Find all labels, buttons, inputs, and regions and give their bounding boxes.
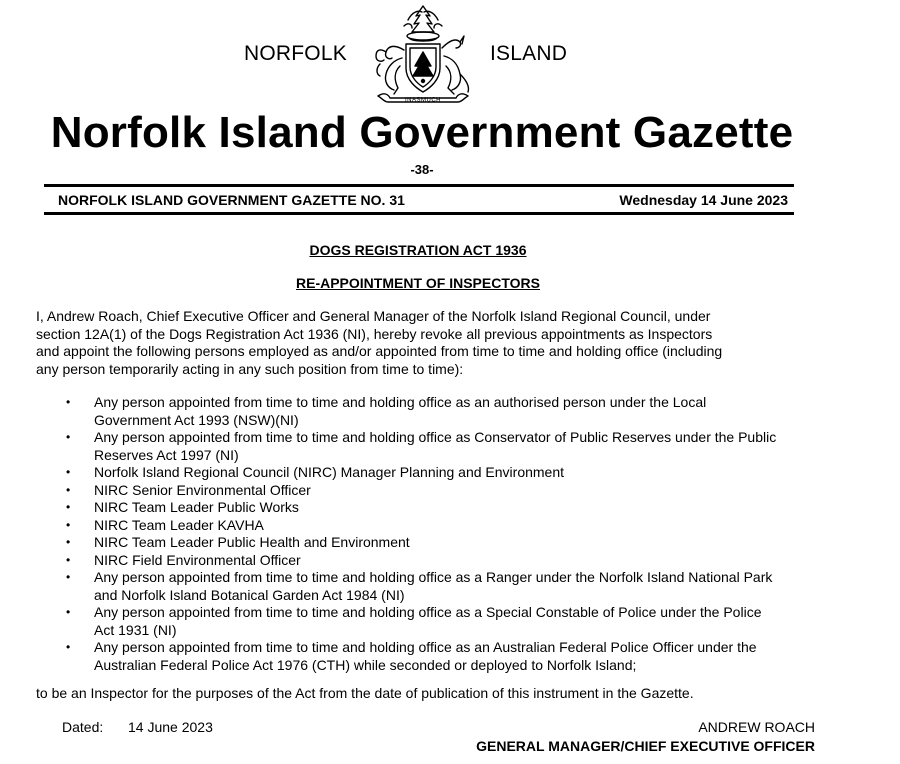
list-item-line: Any person appointed from time to time and holding office as a Special Constable of Police under the Police bbox=[94, 604, 762, 620]
list-item-line: NIRC Senior Environmental Officer bbox=[94, 481, 311, 498]
list-item bbox=[36, 394, 836, 429]
list-item bbox=[36, 639, 836, 674]
act-heading: DOGS REGISTRATION ACT 1936 bbox=[309, 242, 527, 258]
dated-value: 14 June 2023 bbox=[128, 719, 213, 735]
list-item bbox=[36, 569, 836, 604]
list-item-line: Act 1931 (NI) bbox=[94, 621, 177, 638]
coat-of-arms-icon bbox=[364, 2, 482, 108]
list-item bbox=[36, 482, 836, 500]
bullet-icon: • bbox=[66, 570, 71, 584]
list-item bbox=[36, 429, 836, 464]
bullet-icon: • bbox=[66, 535, 71, 549]
intro-paragraph bbox=[36, 308, 756, 378]
list-item-line: Any person appointed from time to time and holding office as a Ranger under the Norfolk Island National Park bbox=[94, 569, 773, 585]
list-item-line: NIRC Team Leader Public Health and Environment bbox=[94, 534, 410, 550]
header-rule-bottom bbox=[44, 212, 794, 215]
dated-label: Dated: bbox=[62, 719, 104, 735]
intro-line: any person temporarily acting in any such position from time to time): bbox=[36, 360, 464, 377]
list-item-line: Any person appointed from time to time and holding office as an Australian Federal Police Officer under the bbox=[94, 639, 757, 655]
bullet-icon: • bbox=[66, 517, 71, 532]
issue-date: Wednesday 14 June 2023 bbox=[619, 192, 788, 208]
list-item bbox=[36, 517, 836, 535]
list-item bbox=[36, 464, 836, 482]
list-item-line: Any person appointed from time to time and holding office as an authorised person under the Local bbox=[94, 394, 707, 410]
notice-subheading: RE-APPOINTMENT OF INSPECTORS bbox=[296, 275, 540, 291]
bullet-icon: • bbox=[66, 482, 71, 497]
list-item-line: Reserves Act 1997 (NI) bbox=[94, 446, 239, 463]
list-item-line: and Norfolk Island Botanical Garden Act 1984 (NI) bbox=[94, 586, 405, 603]
page-number: -38- bbox=[410, 162, 434, 177]
bullet-icon: • bbox=[66, 605, 71, 619]
bullet-icon: • bbox=[66, 552, 71, 567]
inspector-list bbox=[36, 394, 836, 674]
bullet-icon: • bbox=[66, 430, 71, 444]
list-item bbox=[36, 552, 836, 570]
masthead-word-left: NORFOLK bbox=[244, 42, 347, 65]
header-rule-top bbox=[44, 184, 794, 187]
intro-line: and appoint the following persons employed as and/or appointed from time to time and holding office (including bbox=[36, 343, 723, 359]
list-item-line: Australian Federal Police Act 1976 (CTH) while seconded or deployed to Norfolk Island; bbox=[94, 656, 637, 673]
gazette-title: Norfolk Island Government Gazette bbox=[50, 108, 794, 157]
intro-line: I, Andrew Roach, Chief Executive Officer and General Manager of the Norfolk Island Regional Council, under bbox=[36, 308, 711, 324]
list-item bbox=[36, 534, 836, 552]
masthead-word-right: ISLAND bbox=[490, 42, 568, 65]
closing-paragraph: to be an Inspector for the purposes of the Act from the date of publication of this instrument in the Gazette. bbox=[36, 685, 694, 701]
list-item-line: NIRC Field Environmental Officer bbox=[94, 551, 301, 568]
list-item bbox=[36, 604, 836, 639]
svg-text:INASMUCH: INASMUCH bbox=[404, 97, 442, 104]
signatory-title: GENERAL MANAGER/CHIEF EXECUTIVE OFFICER bbox=[476, 738, 815, 754]
bullet-icon: • bbox=[66, 500, 71, 514]
list-item bbox=[36, 499, 836, 517]
list-item-line: Government Act 1993 (NSW)(NI) bbox=[94, 411, 299, 428]
list-item-line: NIRC Team Leader Public Works bbox=[94, 499, 299, 515]
bullet-icon: • bbox=[66, 465, 71, 479]
intro-line: section 12A(1) of the Dogs Registration Act 1936 (NI), hereby revoke all previous appointments as Inspectors bbox=[36, 325, 713, 342]
issue-line bbox=[58, 192, 788, 208]
list-item-line: Any person appointed from time to time and holding office as Conservator of Public Reserves under the Public bbox=[94, 429, 777, 445]
list-item-line: NIRC Team Leader KAVHA bbox=[94, 516, 264, 533]
bullet-icon: • bbox=[66, 640, 71, 654]
list-item-line: Norfolk Island Regional Council (NIRC) Manager Planning and Environment bbox=[94, 464, 565, 480]
bullet-icon: • bbox=[66, 395, 71, 409]
issue-name: NORFOLK ISLAND GOVERNMENT GAZETTE NO. 31 bbox=[58, 192, 405, 208]
signatory-name: ANDREW ROACH bbox=[698, 719, 815, 735]
